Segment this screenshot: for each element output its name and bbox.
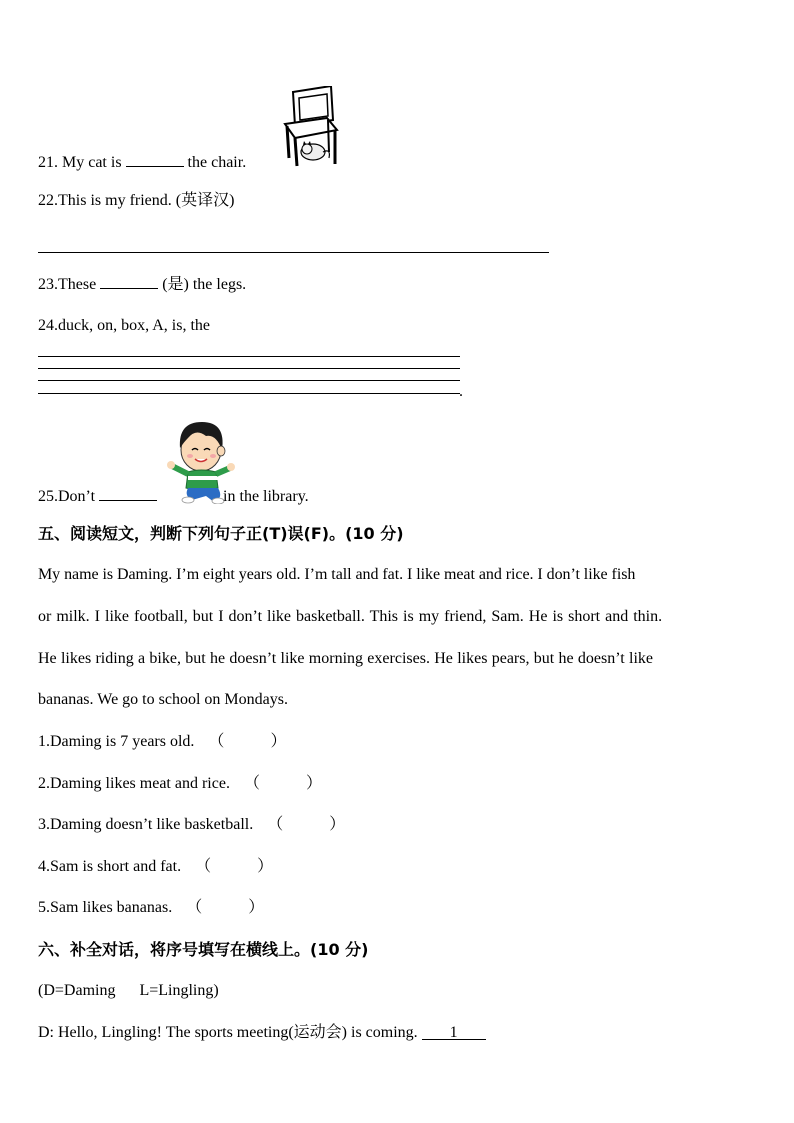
dialog-text: D: Hello, Lingling! The sports meeting(运动会) is coming.	[38, 1024, 422, 1041]
answer-blank[interactable]	[100, 274, 158, 289]
answer-paren[interactable]: （ ）	[243, 775, 322, 792]
question-25	[38, 486, 309, 507]
answer-line[interactable]	[38, 252, 549, 253]
question-21-number: 21	[38, 154, 54, 171]
passage-line: bananas. We go to school on Mondays.	[38, 691, 288, 708]
answer-paren[interactable]: （ ）	[267, 816, 346, 833]
writing-line	[38, 368, 460, 369]
answer-blank[interactable]	[422, 1023, 486, 1040]
passage-line: or milk. I like football, but I don’t like basketball. This is my friend, Sam. He is short and thin.	[38, 608, 663, 625]
writing-line	[38, 393, 460, 394]
passage-line: He likes riding a bike, but he doesn’t like morning exercises. He likes pears, but he doesn’t like	[38, 650, 654, 667]
answer-blank[interactable]	[126, 152, 184, 167]
question-21-text-before: . My cat is	[54, 154, 126, 171]
judgment-item-text: 2.Daming likes meat and rice.	[38, 775, 230, 792]
dialog-legend: (D=Daming L=Lingling)	[38, 982, 219, 999]
judgment-item-text: 4.Sam is short and fat.	[38, 858, 182, 875]
writing-line	[38, 380, 460, 381]
dialog-line	[38, 1023, 486, 1043]
answer-paren[interactable]: （ ）	[208, 733, 287, 750]
question-22: 22.This is my friend. (英译汉)	[38, 192, 235, 209]
section-6-heading: 六、补全对话，将序号填写在横线上。(10 分)	[38, 940, 369, 959]
judgment-item-text: 3.Daming doesn’t like basketball.	[38, 816, 254, 833]
judgment-item-text: 1.Daming is 7 years old.	[38, 733, 195, 750]
section-5-heading: 五、阅读短文，判断下列句子正(T)误(F)。(10 分)	[38, 524, 404, 543]
answer-blank[interactable]	[99, 486, 157, 501]
judgment-item	[38, 898, 264, 918]
judgment-item	[38, 732, 286, 752]
question-23	[38, 274, 246, 295]
judgment-item	[38, 857, 273, 877]
question-25-text-after: in the library.	[223, 488, 309, 505]
judgment-item	[38, 774, 322, 794]
question-21	[38, 152, 246, 173]
question-25-text-before: 25.Don’t	[38, 488, 100, 505]
answer-paren[interactable]: （ ）	[186, 899, 265, 916]
chair-image	[283, 86, 339, 168]
question-23-text-after: (是) the legs.	[158, 276, 247, 293]
question-24-period: .	[459, 383, 463, 400]
question-23-text-before: 23.These	[38, 276, 101, 293]
question-21-text-after: the chair.	[183, 154, 247, 171]
answer-number: 1	[449, 1024, 458, 1041]
question-24: 24.duck, on, box, A, is, the	[38, 317, 210, 334]
passage-line: My name is Daming. I’m eight years old. I’m tall and fat. I like meat and rice. I don’t like fish	[38, 566, 636, 583]
judgment-item	[38, 815, 345, 835]
writing-line[interactable]	[38, 356, 460, 357]
judgment-item-text: 5.Sam likes bananas.	[38, 899, 173, 916]
answer-paren[interactable]: （ ）	[195, 858, 274, 875]
